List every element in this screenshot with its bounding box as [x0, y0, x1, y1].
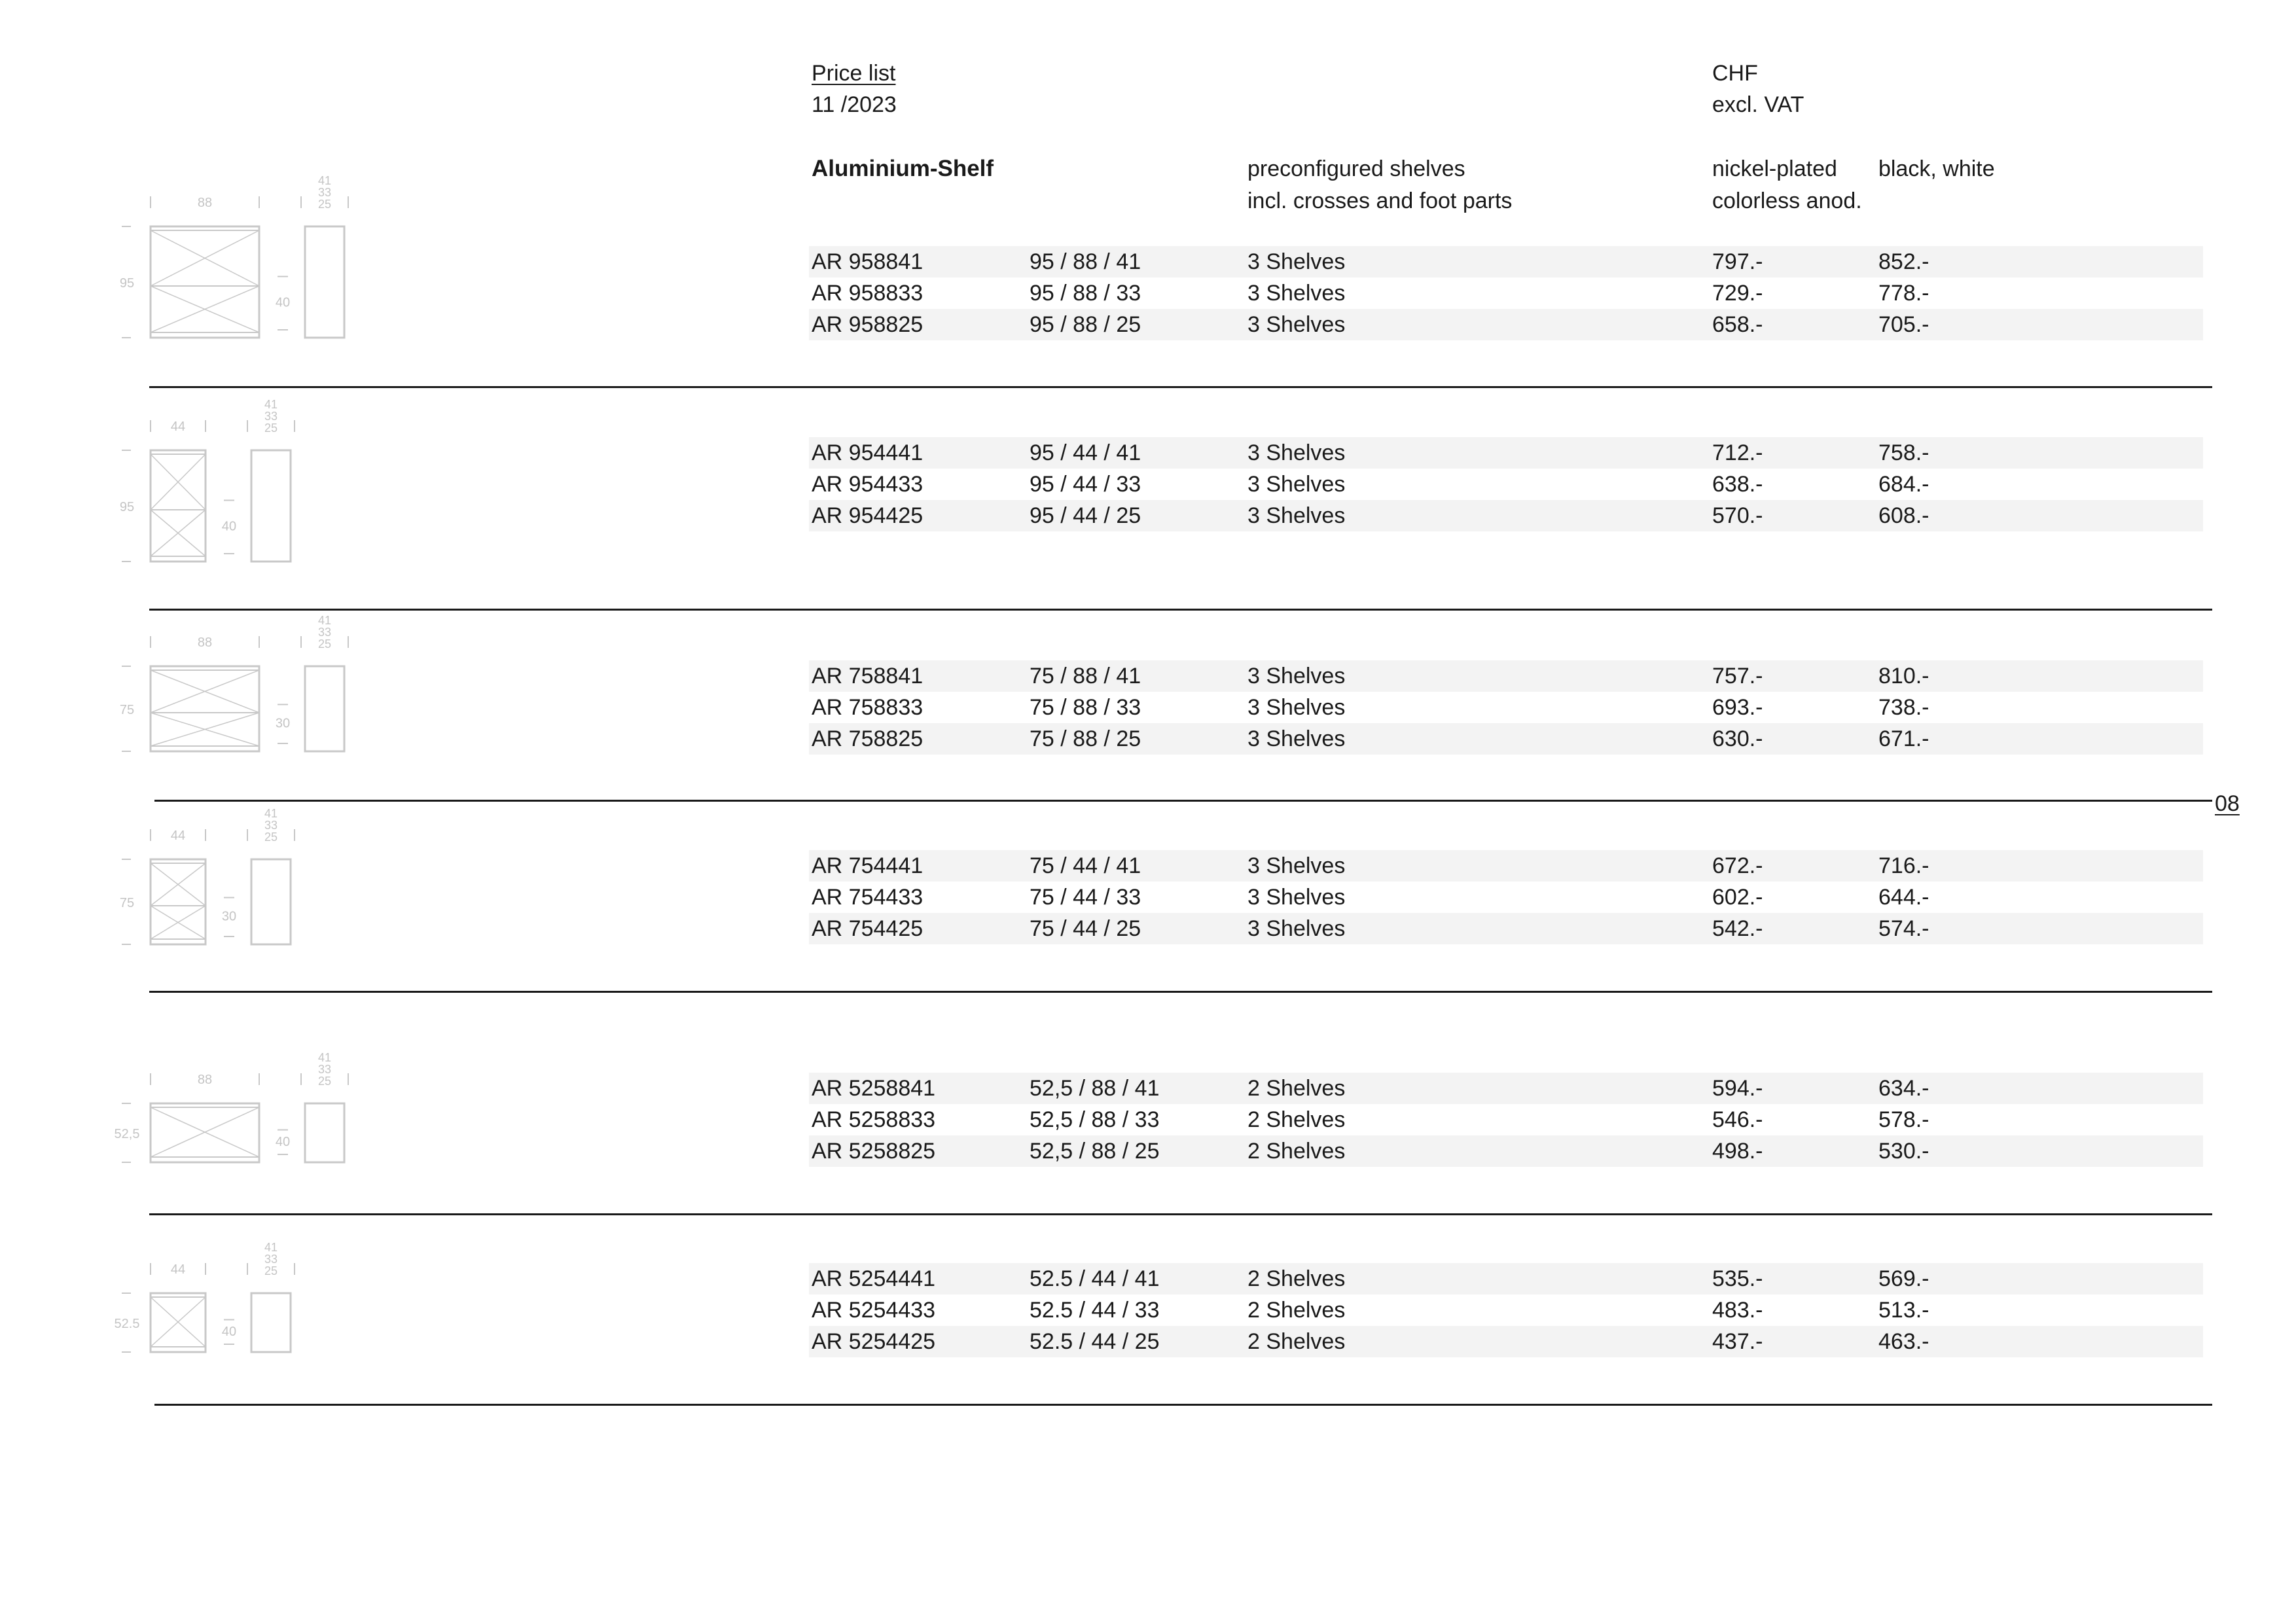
depth-dimension-label: 41: [317, 174, 332, 187]
group-separator: [149, 1213, 2212, 1215]
gap-dimension-label: 40: [221, 519, 237, 534]
shelf-side-view: [305, 226, 344, 338]
shelf-technical-drawing: [105, 174, 380, 352]
configuration: 3 Shelves: [1247, 503, 1346, 528]
price-black: 810.-: [1878, 664, 1929, 688]
article-code: AR 5258833: [812, 1107, 936, 1132]
gap-dimension-label: 40: [275, 1134, 291, 1149]
article-code: AR 758833: [812, 695, 924, 720]
price-black: 671.-: [1878, 726, 1929, 751]
group-separator: [154, 1404, 2212, 1406]
width-dimension-label: 44: [170, 1262, 186, 1277]
row-shading: [809, 1073, 2203, 1104]
dimensions: 52.5 / 44 / 41: [1030, 1266, 1160, 1291]
gap-dimension-label: 30: [275, 716, 291, 731]
vat-note: excl. VAT: [1712, 92, 1804, 117]
configuration: 3 Shelves: [1247, 853, 1346, 878]
configuration: 2 Shelves: [1247, 1107, 1346, 1132]
depth-dimension-label: 33: [317, 626, 332, 639]
article-code: AR 954425: [812, 503, 924, 528]
row-shading: [809, 660, 2203, 692]
price-nickel: 638.-: [1712, 472, 1763, 497]
dimensions: 75 / 88 / 25: [1030, 726, 1141, 751]
dimensions: 95 / 88 / 25: [1030, 312, 1141, 337]
article-code: AR 758841: [812, 664, 924, 688]
article-code: AR 5254433: [812, 1298, 936, 1323]
price-nickel: 594.-: [1712, 1076, 1763, 1101]
depth-dimension-label: 25: [317, 198, 332, 211]
configuration: 2 Shelves: [1247, 1139, 1346, 1164]
row-shading: [809, 723, 2203, 755]
article-code: AR 754425: [812, 916, 924, 941]
depth-dimension-label: 33: [264, 819, 278, 832]
row-shading: [809, 1263, 2203, 1294]
depth-dimension-label: 33: [317, 1063, 332, 1076]
price-nickel: 757.-: [1712, 664, 1763, 688]
price-black: 684.-: [1878, 472, 1929, 497]
group-separator: [149, 991, 2212, 993]
dimensions: 95 / 44 / 41: [1030, 440, 1141, 465]
dimensions: 52,5 / 88 / 41: [1030, 1076, 1160, 1101]
finish-nickel-header-line2: colorless anod.: [1712, 188, 1862, 213]
height-dimension-label: 75: [119, 896, 135, 910]
shelf-side-view: [251, 1293, 291, 1352]
shelf-front-frame: [151, 666, 259, 751]
article-code: AR 5258825: [812, 1139, 936, 1164]
depth-dimension-label: 33: [264, 410, 278, 423]
configuration: 3 Shelves: [1247, 916, 1346, 941]
price-black: 569.-: [1878, 1266, 1929, 1291]
gap-dimension-label: 30: [221, 909, 237, 924]
row-shading: [809, 850, 2203, 882]
article-code: AR 5254425: [812, 1329, 936, 1354]
width-dimension-label: 88: [197, 635, 213, 650]
config-header-line2: incl. crosses and foot parts: [1247, 188, 1513, 213]
height-dimension-label: 95: [119, 500, 135, 514]
finish-nickel-header-line1: nickel-plated: [1712, 156, 1837, 181]
article-code: AR 754433: [812, 885, 924, 910]
dimensions: 52.5 / 44 / 25: [1030, 1329, 1160, 1354]
dimensions: 75 / 44 / 25: [1030, 916, 1141, 941]
width-dimension-label: 44: [170, 419, 186, 434]
shelf-technical-drawing: [105, 1241, 380, 1419]
dimensions: 52,5 / 88 / 25: [1030, 1139, 1160, 1164]
width-dimension-label: 44: [170, 829, 186, 843]
price-black: 574.-: [1878, 916, 1929, 941]
article-code: AR 5258841: [812, 1076, 936, 1101]
shelf-technical-drawing: [105, 398, 380, 576]
configuration: 3 Shelves: [1247, 664, 1346, 688]
price-nickel: 570.-: [1712, 503, 1763, 528]
article-code: AR 954441: [812, 440, 924, 465]
article-code: AR 958841: [812, 249, 924, 274]
page-number: 08: [2215, 791, 2240, 816]
configuration: 3 Shelves: [1247, 885, 1346, 910]
dimensions: 75 / 88 / 41: [1030, 664, 1141, 688]
price-black: 608.-: [1878, 503, 1929, 528]
dimensions: 95 / 88 / 33: [1030, 281, 1141, 306]
shelf-technical-drawing: [105, 807, 380, 985]
group-separator: [154, 800, 2212, 802]
row-shading: [809, 309, 2203, 340]
dimensions: 52.5 / 44 / 33: [1030, 1298, 1160, 1323]
price-nickel: 658.-: [1712, 312, 1763, 337]
price-nickel: 630.-: [1712, 726, 1763, 751]
price-nickel: 602.-: [1712, 885, 1763, 910]
article-code: AR 5254441: [812, 1266, 936, 1291]
price-black: 778.-: [1878, 281, 1929, 306]
price-nickel: 535.-: [1712, 1266, 1763, 1291]
depth-dimension-label: 25: [264, 1264, 278, 1277]
price-black: 463.-: [1878, 1329, 1929, 1354]
article-code: AR 958825: [812, 312, 924, 337]
gap-dimension-label: 40: [275, 295, 291, 310]
width-dimension-label: 88: [197, 196, 213, 210]
price-nickel: 729.-: [1712, 281, 1763, 306]
depth-dimension-label: 33: [264, 1253, 278, 1266]
dimensions: 75 / 44 / 41: [1030, 853, 1141, 878]
currency-label: CHF: [1712, 61, 1758, 86]
configuration: 3 Shelves: [1247, 249, 1346, 274]
group-separator: [149, 609, 2212, 611]
shelf-side-view: [251, 450, 291, 562]
row-shading: [809, 500, 2203, 531]
price-list-date: 11 /2023: [812, 92, 897, 117]
price-black: 644.-: [1878, 885, 1929, 910]
price-black: 634.-: [1878, 1076, 1929, 1101]
price-black: 530.-: [1878, 1139, 1929, 1164]
configuration: 2 Shelves: [1247, 1329, 1346, 1354]
row-shading: [809, 246, 2203, 277]
article-code: AR 754441: [812, 853, 924, 878]
price-list-title: Price list: [812, 61, 896, 86]
shelf-side-view: [251, 859, 291, 944]
shelf-technical-drawing: [105, 614, 380, 792]
depth-dimension-label: 41: [264, 1241, 278, 1254]
product-line-heading: Aluminium-Shelf: [812, 156, 994, 181]
height-dimension-label: 75: [119, 703, 135, 717]
dimensions: 95 / 44 / 25: [1030, 503, 1141, 528]
configuration: 3 Shelves: [1247, 726, 1346, 751]
row-shading: [809, 1326, 2203, 1357]
width-dimension-label: 88: [197, 1073, 213, 1087]
dimensions: 75 / 88 / 33: [1030, 695, 1141, 720]
shelf-technical-drawing: [105, 1051, 380, 1229]
price-nickel: 712.-: [1712, 440, 1763, 465]
height-dimension-label: 52,5: [114, 1127, 140, 1141]
height-dimension-label: 95: [119, 276, 135, 291]
finish-black-header: black, white: [1878, 156, 1995, 181]
shelf-side-view: [305, 666, 344, 751]
price-nickel: 437.-: [1712, 1329, 1763, 1354]
price-nickel: 797.-: [1712, 249, 1763, 274]
configuration: 3 Shelves: [1247, 695, 1346, 720]
shelf-front-frame: [151, 859, 206, 944]
dimensions: 75 / 44 / 33: [1030, 885, 1141, 910]
article-code: AR 758825: [812, 726, 924, 751]
configuration: 3 Shelves: [1247, 440, 1346, 465]
depth-dimension-label: 41: [264, 807, 278, 820]
depth-dimension-label: 25: [317, 1075, 332, 1088]
config-header-line1: preconfigured shelves: [1247, 156, 1465, 181]
article-code: AR 958833: [812, 281, 924, 306]
price-black: 705.-: [1878, 312, 1929, 337]
shelf-front-frame: [151, 450, 206, 562]
price-black: 578.-: [1878, 1107, 1929, 1132]
article-code: AR 954433: [812, 472, 924, 497]
configuration: 2 Shelves: [1247, 1266, 1346, 1291]
height-dimension-label: 52.5: [114, 1317, 140, 1331]
price-nickel: 483.-: [1712, 1298, 1763, 1323]
depth-dimension-label: 41: [264, 398, 278, 411]
row-shading: [809, 913, 2203, 944]
shelf-front-frame: [151, 226, 259, 338]
price-black: 716.-: [1878, 853, 1929, 878]
configuration: 3 Shelves: [1247, 312, 1346, 337]
dimensions: 52,5 / 88 / 33: [1030, 1107, 1160, 1132]
price-black: 513.-: [1878, 1298, 1929, 1323]
depth-dimension-label: 41: [317, 614, 332, 627]
configuration: 2 Shelves: [1247, 1076, 1346, 1101]
shelf-side-view: [305, 1103, 344, 1162]
configuration: 3 Shelves: [1247, 281, 1346, 306]
price-black: 738.-: [1878, 695, 1929, 720]
price-nickel: 672.-: [1712, 853, 1763, 878]
row-shading: [809, 437, 2203, 469]
shelf-front-frame: [151, 1103, 259, 1162]
price-black: 758.-: [1878, 440, 1929, 465]
price-black: 852.-: [1878, 249, 1929, 274]
dimensions: 95 / 88 / 41: [1030, 249, 1141, 274]
group-separator: [149, 386, 2212, 388]
gap-dimension-label: 40: [221, 1324, 237, 1339]
dimensions: 95 / 44 / 33: [1030, 472, 1141, 497]
row-shading: [809, 1135, 2203, 1167]
depth-dimension-label: 25: [264, 421, 278, 435]
configuration: 3 Shelves: [1247, 472, 1346, 497]
configuration: 2 Shelves: [1247, 1298, 1346, 1323]
price-nickel: 546.-: [1712, 1107, 1763, 1132]
price-nickel: 693.-: [1712, 695, 1763, 720]
depth-dimension-label: 25: [264, 830, 278, 844]
depth-dimension-label: 33: [317, 186, 332, 199]
price-nickel: 498.-: [1712, 1139, 1763, 1164]
depth-dimension-label: 25: [317, 637, 332, 651]
depth-dimension-label: 41: [317, 1051, 332, 1064]
price-nickel: 542.-: [1712, 916, 1763, 941]
